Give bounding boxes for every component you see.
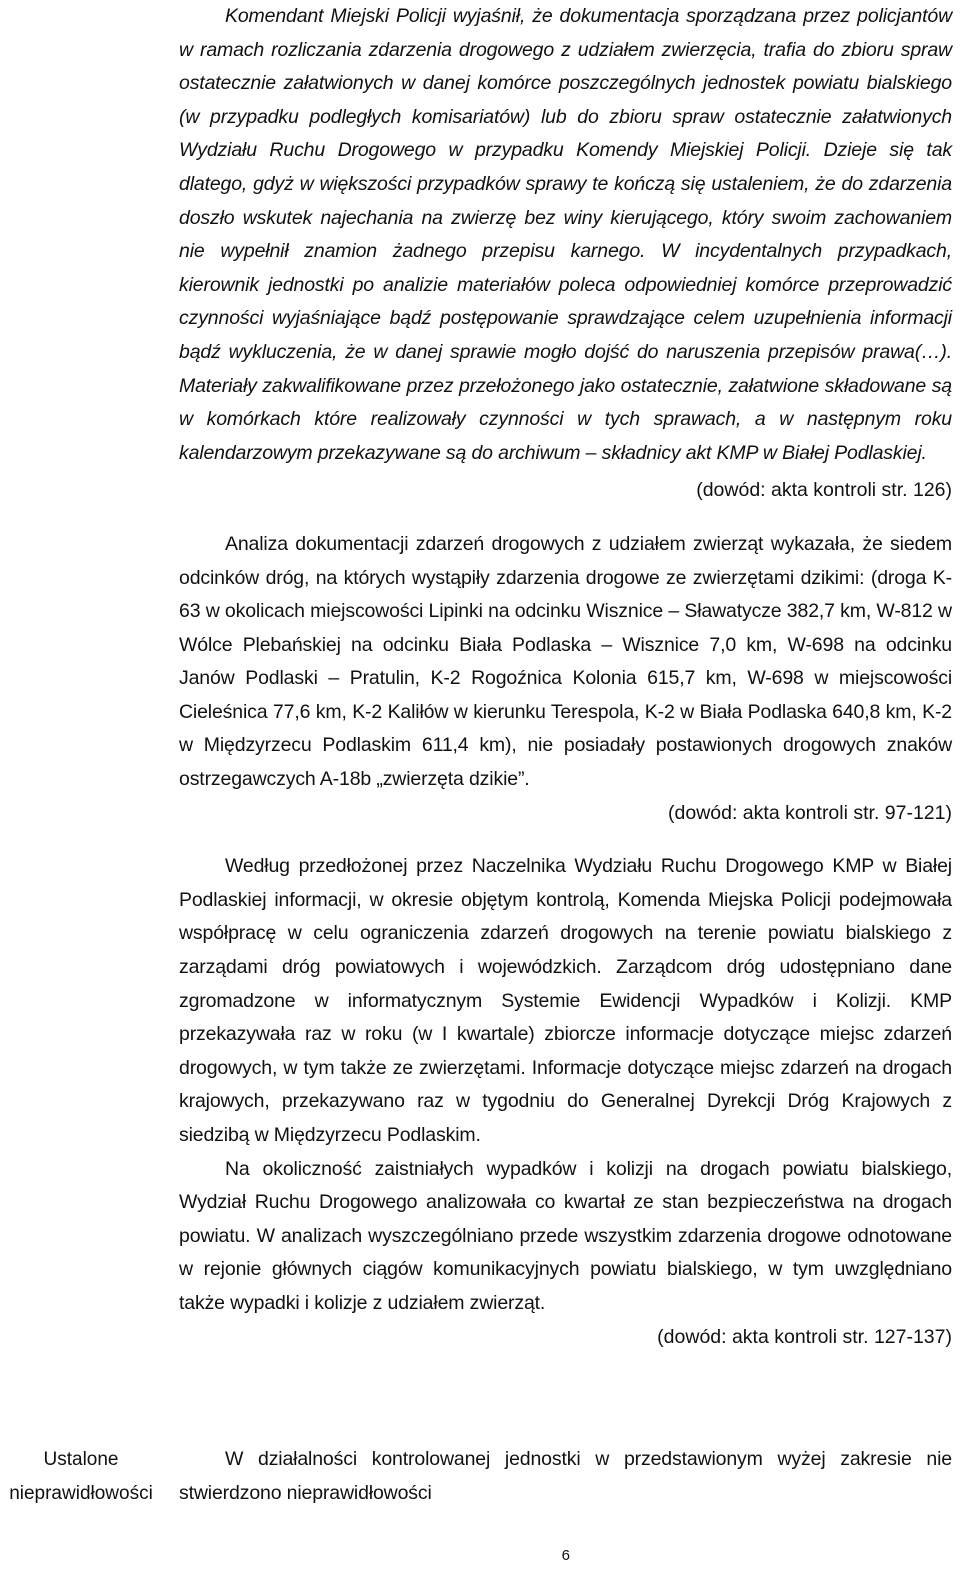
paragraph-quarterly-analysis: Na okoliczność zaistniałych wypadków i kolizji na drogach powiatu bialskiego, Wydział Ruchu Drogowego analizowała co kwartał ze stan bezpieczeństwa na drogach powiatu. W analizach wyszczególniano przede wszystkim zdarzenia drogowe odnotowane w rejonie głównych ciągów komunikacyjnych powiatu bialskiego, w tym uwzględniano także wypadki i kolizje z udziałem zwierząt. xyxy=(179,1157,952,1314)
evidence-reference-1: (dowód: akta kontroli str. 126) xyxy=(696,479,952,502)
paragraph-cooperation-road-managers: Według przedłożonej przez Naczelnika Wydziału Ruchu Drogowego KMP w Białej Podlaskiej informacji, w okresie objętym kontrolą, Komenda Miejska Policji podejmowała współpracę w celu ograniczenia zdarzeń drogowych na terenie powiatu bialskiego z zarządami dróg powiatowych i wojewódzkich. Zarządcom dróg udostępniano dane zgromadzone w informatycznym Systemie Ewidencji Wypadków i Kolizji. KMP przekazywała raz w roku (w I kwartale) zbiorcze informacje dotyczące miejsc zdarzeń drogowych, w tym także ze zwierzętami. Informacje dotyczące miejsc zdarzeń na drogach krajowych, przekazywano raz w tygodniu do Generalnej Dyrekcji Dróg Krajowych z siedzibą w Międzyrzecu Podlaskim. xyxy=(179,855,952,1146)
margin-label-line-1: Ustalone xyxy=(43,1449,119,1470)
document-body xyxy=(179,0,952,1354)
paragraph-no-irregularities: W działalności kontrolowanej jednostki w przedstawionym wyżej zakresie nie stwierdzono nieprawidłowości xyxy=(179,1448,952,1504)
evidence-reference-3: (dowód: akta kontroli str. 127-137) xyxy=(657,1325,952,1348)
margin-label-line-2: nieprawidłowości xyxy=(9,1482,153,1504)
paragraph-commander-explanation: Komendant Miejski Policji wyjaśnił, że dokumentacja sporządzana przez policjantów w ramach rozliczania zdarzenia drogowego z udziałem zwierzęcia, trafia do zbioru spraw ostatecznie załatwionych w danej komórce poszczególnych jednostek powiatu bialskiego (w przypadku podległych komisariatów) lub do zbioru spraw ostatecznie załatwionych Wydziału Ruchu Drogowego w przypadku Komendy Miejskiej Policji. Dzieje się tak dlatego, gdyż w większości przypadków sprawy te kończą się ustaleniem, że do zdarzenia doszło wskutek najechania na zwierzę bez winy kierującego, który swoim zachowaniem nie wypełnił znamion żadnego przepisu karnego. W incydentalnych przypadkach, kierownik jednostki po analizie materiałów poleca odpowiedniej komórce przeprowadzić czynności wyjaśniające bądź postępowanie sprawdzające celem uzupełnienia informacji bądź wykluczenia, że w danej sprawie mogło dojść do naruszenia przepisów prawa(…). Materiały zakwalifikowane przez przełożonego jako ostatecznie, załatwione składowane są w komórkach które realizowały czynności w tych sprawach, a w następnym roku kalendarzowym przekazywane są do archiwum – składnicy akt KMP w Białej Podlaskiej. xyxy=(179,5,952,464)
margin-label-findings xyxy=(0,1443,162,1510)
page-number: 6 xyxy=(561,1547,570,1564)
evidence-reference-2: (dowód: akta kontroli str. 97-121) xyxy=(668,801,952,824)
paragraph-analysis-road-sections: Analiza dokumentacji zdarzeń drogowych z udziałem zwierząt wykazała, że siedem odcinków dróg, na których wystąpiły zdarzenia drogowe ze zwierzętami dzikimi: (droga K-63 w okolicach miejscowości Lipinki na odcinku Wisznice – Sławatycze 382,7 km, W-812 w Wólce Plebańskiej na odcinku Biała Podlaska – Wisznice 7,0 km, W-698 na odcinku Janów Podlaski – Pratulin, K-2 Rogoźnica Kolonia 615,7 km, W-698 w miejscowości Cieleśnica 77,6 km, K-2 Kaliłów w kierunku Terespola, K-2 w Biała Podlaska 640,8 km, K-2 w Międzyrzecu Podlaskim 611,4 km), nie posiadały postawionych drogowych znaków ostrzegawczych A-18b „zwierzęta dzikie”. xyxy=(179,532,952,791)
